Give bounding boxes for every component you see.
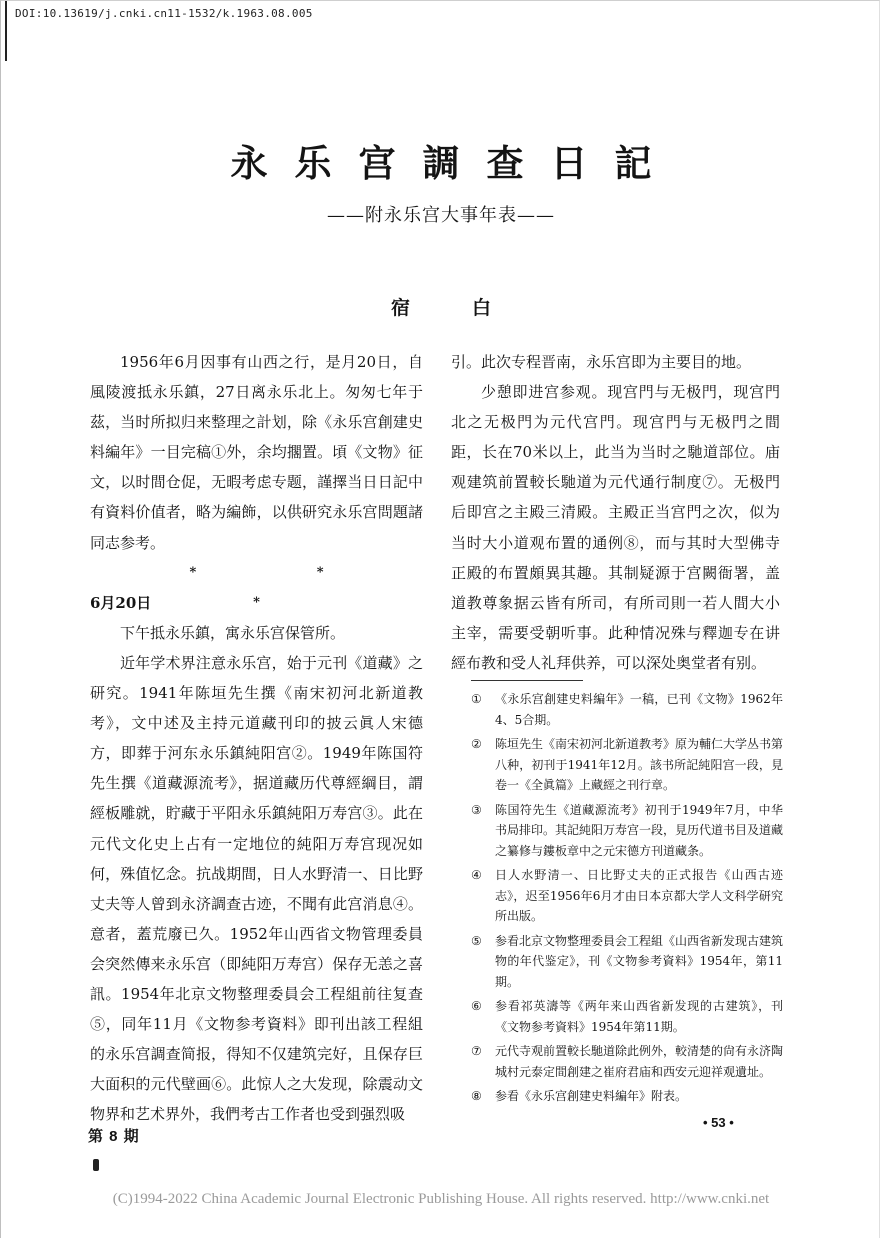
- footnotes: [471, 689, 783, 1111]
- footnote-text: 参看祁英濤等《两年来山西省新发现的古建筑》，刊《文物参考資料》1954年第11期。: [495, 999, 783, 1034]
- footnote: [471, 689, 783, 730]
- footnote: [471, 865, 783, 927]
- footnote-marker: ⑤: [471, 933, 482, 948]
- footnote-marker: ②: [471, 737, 482, 751]
- body-paragraph: 近年学术界注意永乐宫，始于元刊《道藏》之研究。1941年陈垣先生撰《南宋初河北新道教考》，文中述及主持元道藏刊印的披云眞人宋德方，即葬于河东永乐鎮純阳宫②。1949年陈国符先生撰《道藏源流考》，据道藏历代尊經綱目，謂經板雕就，貯藏于平阳永乐鎮純阳万寿宫③。此在元代文化史上占有一定地位的純阳万寿宫现况如何，殊值忆念。抗战期間，日人水野清一、日比野丈夫等人曾到永济調查古迹，不聞有此宫消息④。意者，蓋荒廢已久。1952年山西省文物管理委員会突然傳来永乐宫（即純阳万寿宫）保存无恙之喜訊。1954年北京文物整理委員会工程組前往复查⑤，同年11月《文物参考資料》即刊出該工程組的永乐宫調查简报，得知不仅建筑完好，且保存巨大面积的元代壁画⑥。此惊人之大发现，除震动文物界和艺术界外，我們考古工作者也受到强烈吸: [90, 653, 423, 1124]
- footnote-marker: ①: [471, 692, 482, 706]
- footnote: [471, 734, 783, 796]
- scan-edge-mark: [5, 1, 7, 61]
- footnote-marker: ③: [471, 802, 482, 817]
- article-subtitle: ——附永乐宫大事年表——: [327, 205, 555, 226]
- footnote-marker: ⑥: [471, 999, 482, 1013]
- footnote: [471, 996, 783, 1037]
- footnote-text: 参看《永乐宫創建史料編年》附表。: [495, 1089, 688, 1103]
- footnote-text: 参看北京文物整理委員会工程組《山西省新发现古建筑物的年代鉴定》，刊《文物参考資料》1954年，第11期。: [495, 933, 784, 989]
- diary-date: 6月20日: [90, 593, 152, 612]
- footnote: [471, 1041, 783, 1082]
- footnote-marker: ④: [471, 868, 482, 882]
- continued-line: 引。此次专程晋南，永乐宫即为主要目的地。: [451, 353, 752, 371]
- scan-artifact: [93, 1159, 99, 1171]
- footnote-text: 元代寺观前置較长馳道除此例外，較清楚的尙有永济陶城村元泰定間創建之崔府君庙和西安元迎祥观遺址。: [495, 1044, 784, 1079]
- doi-line: DOI:10.13619/j.cnki.cn11-1532/k.1963.08.005: [15, 7, 313, 20]
- left-column: [90, 347, 423, 1129]
- footnote-marker: ⑧: [471, 1089, 482, 1103]
- diary-entry: 下午抵永乐鎮，寓永乐宫保管所。: [120, 623, 346, 642]
- footnote-text: 陈垣先生《南宋初河北新道教考》原为輔仁大学丛书第八种，初刊于1941年12月。該书所記純阳宫一段，見卷一《全眞篇》上藏經之刊行章。: [495, 737, 784, 792]
- footnote: [471, 1086, 783, 1107]
- section-separator: * * *: [189, 564, 382, 610]
- footnote-marker: ⑦: [471, 1044, 482, 1058]
- footnote-text: 《永乐宫創建史料編年》一稿，已刊《文物》1962年4、5合期。: [495, 692, 783, 727]
- body-paragraph: 少憩即进宫参观。现宫門与无极門，现宫門北之无极門为元代宫門。现宫門与无极門之間距，长在70米以上，此当为当时之馳道部位。庙观建筑前置較长馳道为元代通行制度⑦。无极門后即宫之主殿三清殿。主殿正当宫門之次，似为当时大小道观布置的通例⑧，而与其时大型佛寺正殿的布置頗異其趣。其制疑源于宫闕衙署，盖道教尊象据云皆有所司，有所司則一若人間大小主宰，需要受朝听事。此种情况殊与釋迦专在讲經布教和受人礼拜供养，可以深处奥堂者有别。: [451, 383, 780, 672]
- footnote-divider: [471, 680, 583, 681]
- page-number: • 53 •: [703, 1115, 734, 1130]
- footnote: [471, 800, 783, 862]
- article-title: 永乐宫調查日記: [230, 141, 679, 185]
- footnote-text: 陈国符先生《道藏源流考》初刊于1949年7月，中华书局排印。其記純阳万寿宫一段，見历代道书目及道藏之纂修与鏤板章中之元宋德方刊道藏条。: [495, 802, 784, 858]
- footnote-text: 日人水野清一、日比野丈夫的正式报告《山西古迹志》，迟至1956年6月才由日本京都大学人文科学研究所出版。: [495, 868, 783, 923]
- footnote: [471, 931, 783, 993]
- issue-label: 第 8 期: [88, 1128, 140, 1145]
- intro-paragraph: 1956年6月因事有山西之行，是月20日，自風陵渡抵永乐鎮，27日离永乐北上。匆匆七年于茲，当时所拟归来整理之計划，除《永乐宫創建史料編年》一目完稿①外，余均擱置。頃《文物》征文，以时間仓促，无暇考虑专题，謹擇当日日記中有資料价值者，略为編飾，以供研究永乐宫問題諸同志参考。: [90, 353, 423, 552]
- right-column: [451, 347, 780, 678]
- author-name: 宿白: [390, 297, 553, 319]
- copyright-watermark: (C)1994-2022 China Academic Journal Electronic Publishing House. All rights reserved. http://www.cnki.net: [112, 1191, 770, 1207]
